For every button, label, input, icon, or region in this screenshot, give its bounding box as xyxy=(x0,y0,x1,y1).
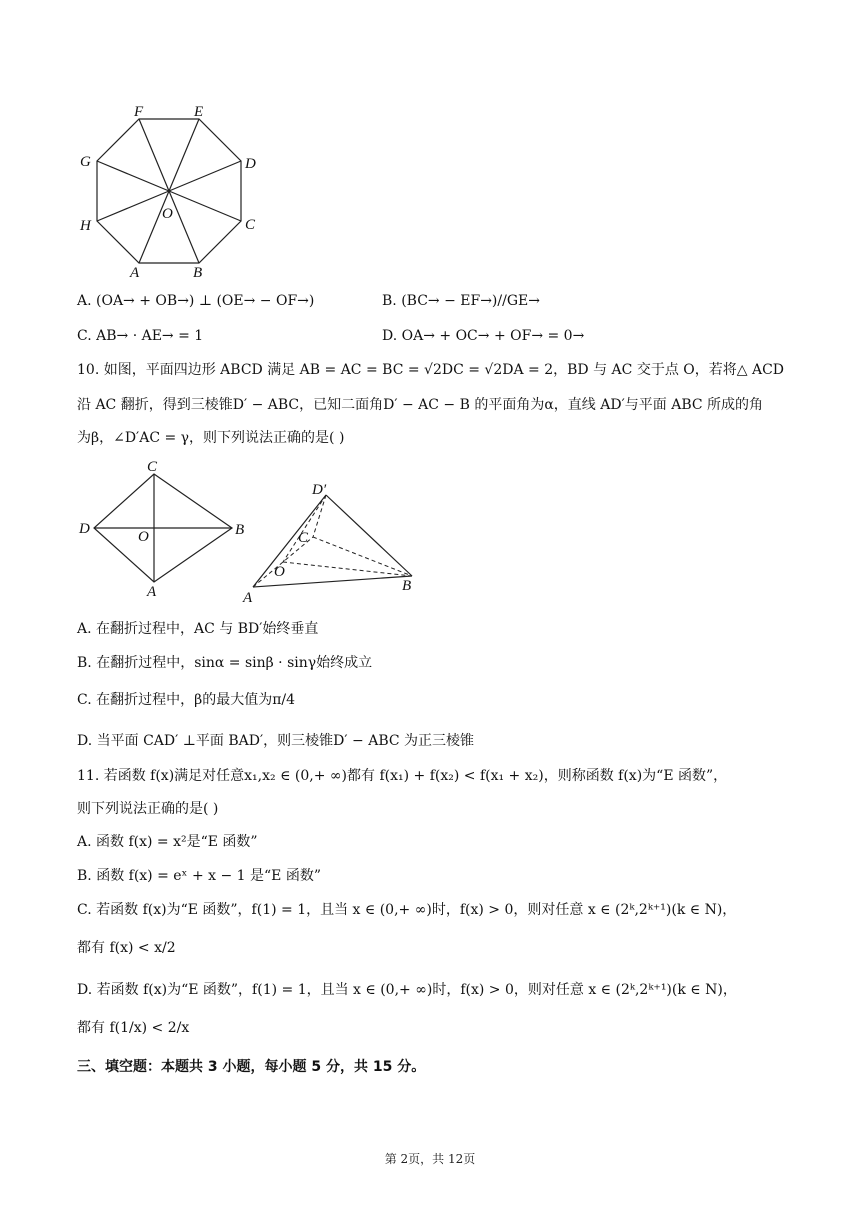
q11-option-d-line-2: 都有 f(1/x) < 2/x xyxy=(77,1020,190,1036)
quadrilateral-figure xyxy=(76,458,256,608)
q9-option-d: D. OA→ + OC→ + OF→ = 0→ xyxy=(382,328,585,344)
q11-option-c-line-2: 都有 f(x) < x/2 xyxy=(77,940,176,956)
q9-option-a: A. (OA→ + OB→) ⊥ (OE→ − OF→) xyxy=(77,293,315,309)
label-D-prime: D′ xyxy=(312,482,327,498)
pyramid-figure xyxy=(240,478,430,608)
label-O: O xyxy=(162,206,173,222)
label-B: B xyxy=(193,265,203,281)
label-G: G xyxy=(80,154,91,170)
label-C: C xyxy=(245,217,256,233)
q11-option-c-line-1: C. 若函数 f(x)为“E 函数”，f(1) = 1，且当 x ∈ (0,+ ∞)时，f(x) > 0，则对任意 x ∈ (2ᵏ,2ᵏ⁺¹)(k ∈ N)， xyxy=(77,902,737,918)
page-footer: 第 2页，共 12页 xyxy=(384,1152,476,1166)
q10-option-b: B. 在翻折过程中，sinα = sinβ · sinγ始终成立 xyxy=(77,655,373,671)
octagon-figure xyxy=(70,100,280,280)
label-A: A xyxy=(243,590,253,606)
q11-option-a: A. 函数 f(x) = x²是“E 函数” xyxy=(77,834,258,850)
label-B: B xyxy=(235,522,245,538)
q10-option-a: A. 在翻折过程中，AC 与 BD′始终垂直 xyxy=(77,621,319,637)
label-D: D xyxy=(79,521,90,537)
q9-option-b: B. (BC→ − EF→)//GE→ xyxy=(382,293,540,309)
q11-stem-line-2: 则下列说法正确的是( ) xyxy=(77,801,219,817)
label-D: D xyxy=(245,156,256,172)
q9-option-c: C. AB→ · AE→ = 1 xyxy=(77,328,204,344)
q10-stem-line-1: 10. 如图，平面四边形 ABCD 满足 AB = AC = BC = √2DC = √2DA = 2，BD 与 AC 交于点 O，若将△ ACD xyxy=(77,362,785,378)
label-E: E xyxy=(194,104,204,120)
q11-option-d-line-1: D. 若函数 f(x)为“E 函数”，f(1) = 1，且当 x ∈ (0,+ ∞)时，f(x) > 0，则对任意 x ∈ (2ᵏ,2ᵏ⁺¹)(k ∈ N)， xyxy=(77,982,737,998)
label-C: C xyxy=(298,530,309,546)
q11-stem-line-1: 11. 若函数 f(x)满足对任意x₁,x₂ ∈ (0,+ ∞)都有 f(x₁) + f(x₂) < f(x₁ + x₂)，则称函数 f(x)为“E 函数”， xyxy=(77,768,728,784)
q10-option-c: C. 在翻折过程中，β的最大值为π/4 xyxy=(77,692,296,708)
label-O: O xyxy=(138,529,149,545)
label-A: A xyxy=(130,265,140,281)
q11-option-b: B. 函数 f(x) = eˣ + x − 1 是“E 函数” xyxy=(77,868,321,884)
q10-stem-line-3: 为β，∠D′AC = γ，则下列说法正确的是( ) xyxy=(77,430,345,446)
label-O: O xyxy=(274,564,285,580)
q10-stem-line-2: 沿 AC 翻折，得到三棱锥D′ − ABC，已知二面角D′ − AC − B 的平面角为α，直线 AD′与平面 ABC 所成的角 xyxy=(77,397,764,413)
q10-option-d: D. 当平面 CAD′ ⊥平面 BAD′，则三棱锥D′ − ABC 为正三棱锥 xyxy=(77,733,475,749)
label-H: H xyxy=(80,218,91,234)
label-A: A xyxy=(147,584,157,600)
section-3-heading: 三、填空题：本题共 3 小题，每小题 5 分，共 15 分。 xyxy=(77,1059,426,1075)
label-B: B xyxy=(402,578,412,594)
label-F: F xyxy=(134,104,144,120)
label-C: C xyxy=(147,459,158,475)
